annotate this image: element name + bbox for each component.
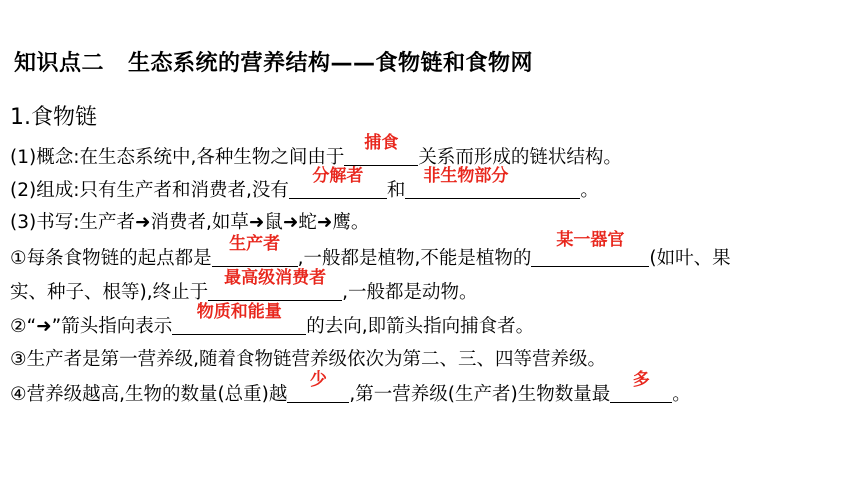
answer-blank	[344, 133, 418, 166]
composition-line	[10, 166, 599, 203]
quantity-line	[10, 370, 691, 407]
answer-matter-energy: 物质和能量	[196, 302, 282, 322]
trophic-level-line: ③生产者是第一营养级,随着食物链营养级依次为第二、三、四等营养级。	[10, 349, 606, 370]
answer-blank	[610, 370, 672, 403]
answer-blank	[212, 234, 298, 267]
rule-start-line	[10, 230, 731, 271]
answer-blank	[208, 268, 342, 301]
rule-end-prefix: 实、种子、根等),终止于	[10, 282, 209, 303]
rule-end-text: (如叶、果	[649, 248, 731, 269]
arrow-meaning-text: ②“➜”箭头指向表示	[10, 316, 173, 337]
answer-top-consumer: 最高级消费者	[224, 268, 327, 288]
title-part-1: 知识点二	[14, 51, 105, 76]
answer-many: 多	[632, 370, 650, 390]
answer-blank	[405, 166, 580, 199]
answer-abiotic: 非生物部分	[423, 166, 509, 186]
subsection-heading: 1.食物链	[10, 105, 97, 130]
composition-and: 和	[386, 180, 406, 201]
arrow-meaning-end: 的去向,即箭头指向捕食者。	[306, 316, 535, 337]
answer-blank	[531, 230, 649, 267]
answer-few: 少	[309, 370, 327, 390]
section-title	[14, 46, 533, 77]
quantity-text: ④营养级越高,生物的数量(总重)越	[10, 384, 288, 405]
answer-producer: 生产者	[229, 234, 281, 254]
answer-organ: 某一器官	[556, 230, 625, 250]
concept-text-end: 关系而形成的链状结构。	[418, 147, 622, 168]
rule-end-suffix: ,一般都是动物。	[342, 282, 478, 303]
answer-decomposer: 分解者	[312, 166, 364, 186]
rule-middle-text: ,一般都是植物,不能是植物的	[297, 248, 532, 269]
title-part-2: 生态系统的营养结构——食物链和食物网	[128, 51, 534, 76]
quantity-middle: ,第一营养级(生产者)生物数量最	[349, 384, 611, 405]
arrow-meaning-line	[10, 302, 535, 339]
composition-end: 。	[580, 180, 599, 201]
writing-line: (3)书写:生产者➜消费者,如草➜鼠➜蛇➜鹰。	[10, 212, 370, 233]
composition-text: (2)组成:只有生产者和消费者,没有	[10, 180, 289, 201]
answer-predation: 捕食	[364, 133, 399, 153]
quantity-end: 。	[672, 384, 691, 405]
answer-blank	[289, 166, 387, 199]
answer-blank	[172, 302, 306, 335]
concept-text: (1)概念:在生态系统中,各种生物之间由于	[10, 147, 345, 168]
answer-blank	[287, 370, 349, 403]
rule-start-text: ①每条食物链的起点都是	[10, 248, 212, 269]
